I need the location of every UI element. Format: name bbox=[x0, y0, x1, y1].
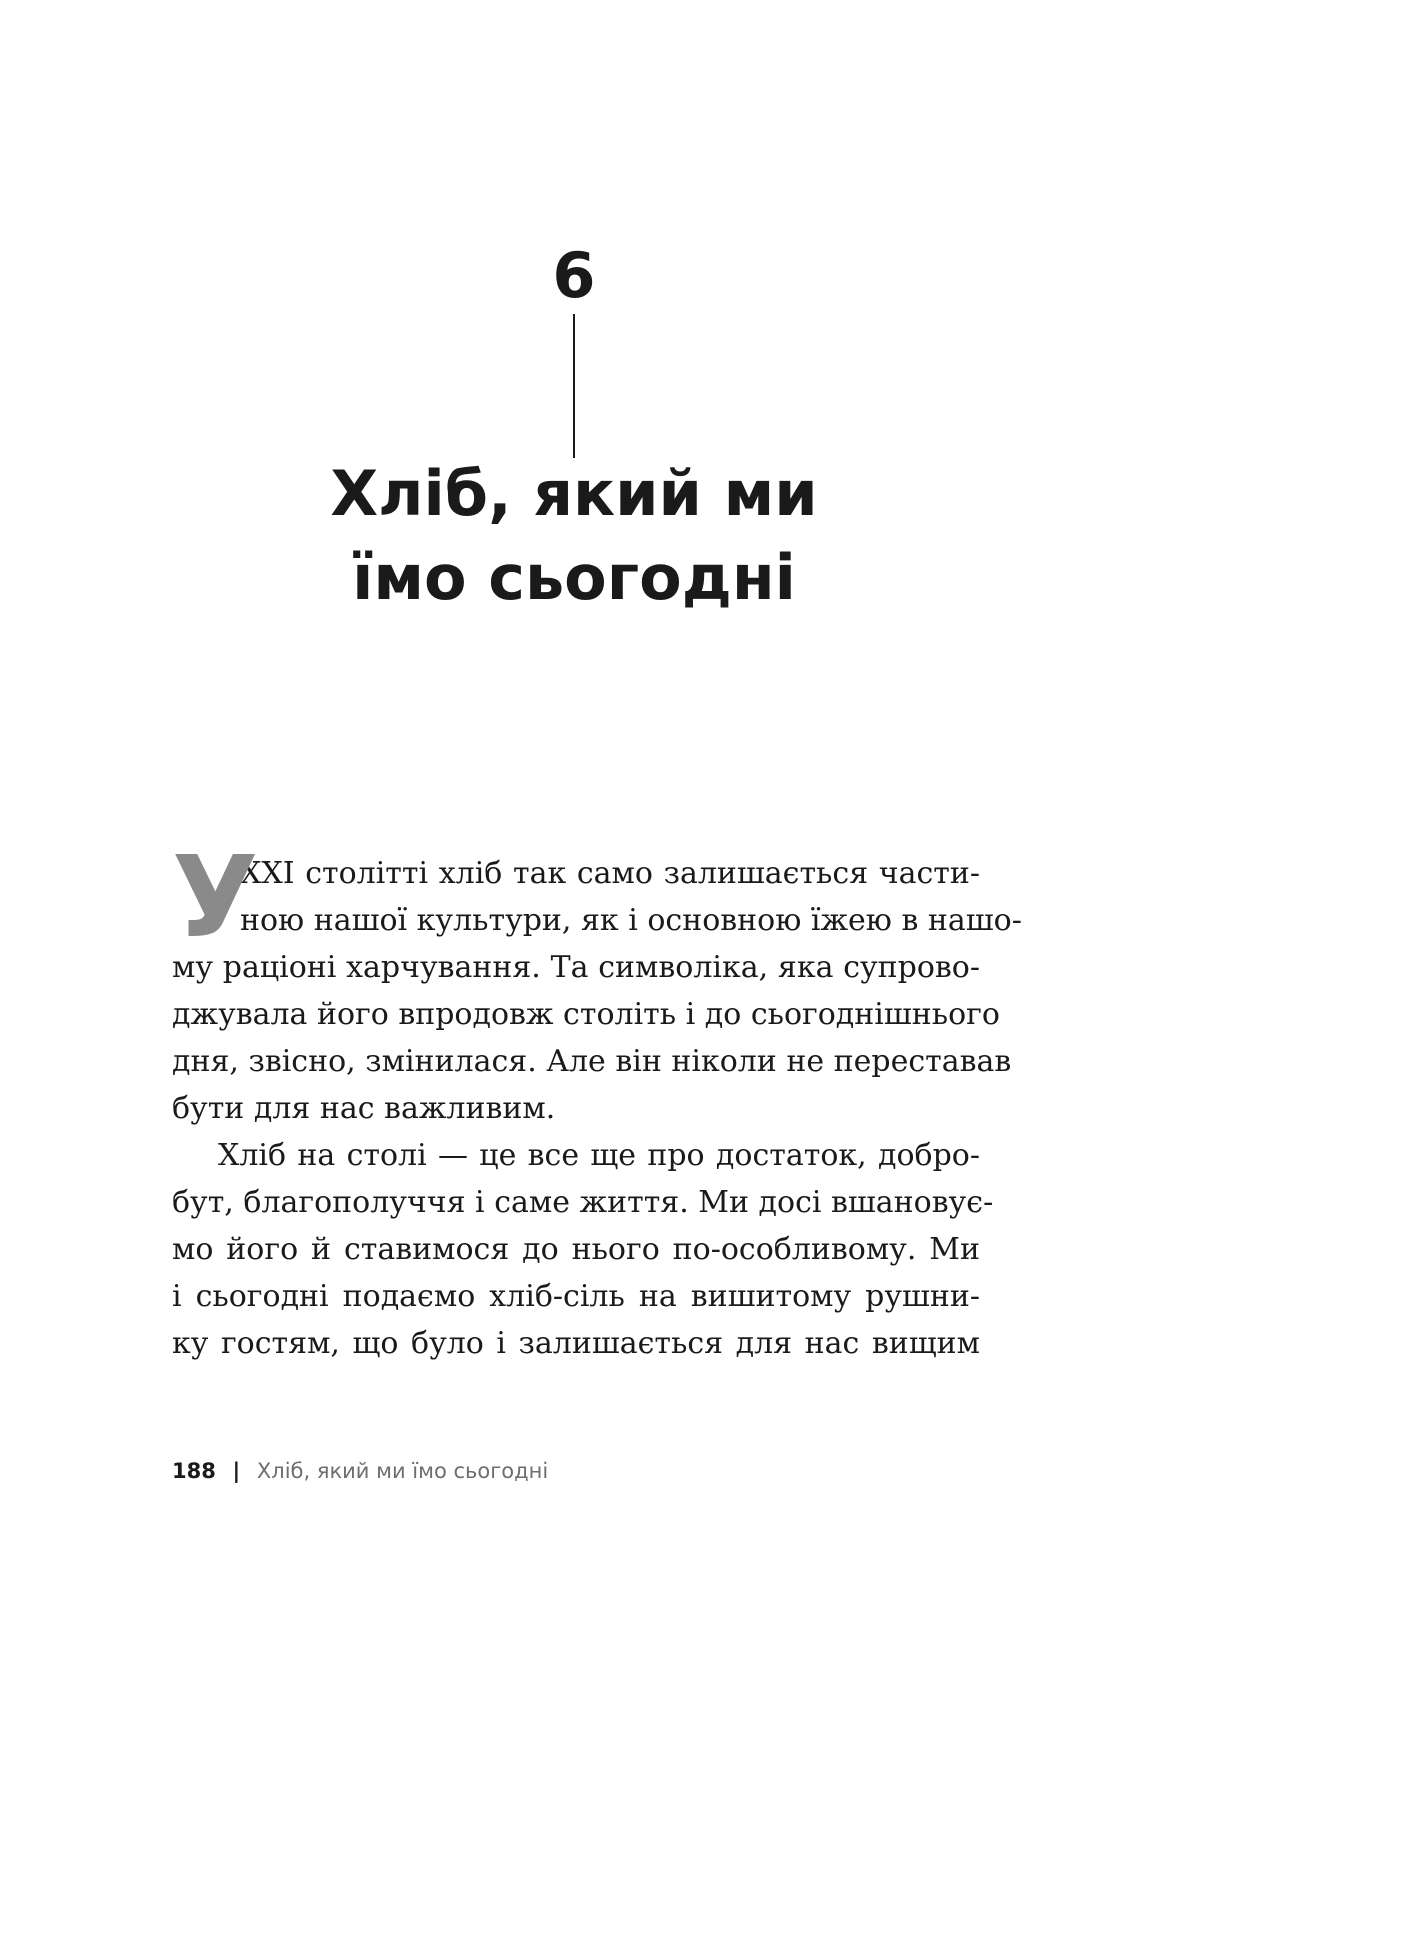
drop-cap: У bbox=[172, 833, 259, 963]
running-title: Хліб, який ми їмо сьогодні bbox=[256, 1459, 549, 1483]
chapter-divider-line bbox=[573, 314, 575, 458]
footer-separator: | bbox=[232, 1459, 241, 1483]
body-line: джувала його впродовж століть і до сьогоднішнього bbox=[172, 997, 1000, 1032]
body-line: бути для нас важливим. bbox=[172, 1091, 556, 1126]
body-line: му раціоні харчування. Та символіка, яка супрово- bbox=[172, 950, 980, 985]
chapter-title-line-1: Хліб, який ми bbox=[330, 457, 818, 530]
body-text bbox=[172, 833, 1022, 1367]
body-line: і сьогодні подаємо хліб-сіль на вишитому рушни- bbox=[172, 1279, 980, 1314]
body-line: ку гостям, що було і залишається для нас вищим bbox=[172, 1326, 980, 1361]
body-line: мо його й ставимося до нього по-особливому. Ми bbox=[172, 1232, 980, 1267]
body-line: ною нашої культури, як і основною їжею в нашо- bbox=[240, 903, 1022, 938]
chapter-title bbox=[0, 452, 1136, 620]
chapter-number: 6 bbox=[552, 239, 596, 312]
page-footer bbox=[172, 1456, 548, 1486]
body-line: бут, благополуччя і саме життя. Ми досі вшановує- bbox=[172, 1185, 994, 1220]
body-line: Хліб на столі — це все ще про достаток, добро- bbox=[218, 1138, 980, 1173]
chapter-title-line-2: їмо сьогодні bbox=[352, 541, 796, 614]
page-number: 188 bbox=[172, 1459, 216, 1483]
body-line: XXI столітті хліб так само залишається части- bbox=[240, 856, 980, 891]
body-line: дня, звісно, змінилася. Але він ніколи не переставав bbox=[172, 1044, 1012, 1079]
